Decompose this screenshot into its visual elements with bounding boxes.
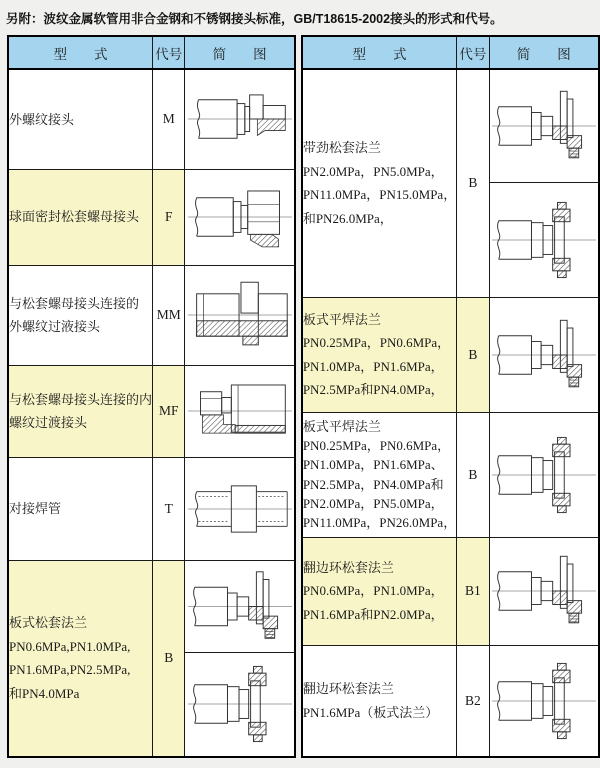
fittings-table-left xyxy=(7,35,296,758)
male-threaded-joint-diagram xyxy=(187,77,293,161)
type-text-line: PN2.5MPa，PN4.0MPa和 xyxy=(302,476,444,492)
type-text-line: 与松套螺母接头连接的 xyxy=(9,295,140,311)
header-row-left xyxy=(8,36,295,69)
type-text-line: 带劲松套法兰 xyxy=(302,140,381,156)
code-cell: F xyxy=(153,169,185,265)
necked-loose-flange-variant-2-diagram xyxy=(491,198,597,282)
table-row xyxy=(302,69,599,297)
diagram-cell xyxy=(489,412,599,537)
type-text-line: PN1.6MPa和PN2.0MPa， xyxy=(302,606,444,622)
diagram-cell xyxy=(489,297,599,412)
diagram-cell xyxy=(185,265,295,365)
header-type: 型 式 xyxy=(8,36,153,69)
header-type: 型 式 xyxy=(302,36,457,69)
diagram-wrapper xyxy=(490,646,598,756)
code-cell: MF xyxy=(153,365,185,457)
code-cell: B xyxy=(457,297,489,412)
diagram-cell xyxy=(489,645,599,757)
diagram-wrapper xyxy=(490,70,598,182)
type-text-line: PN11.0MPa，PN26.0MPa， xyxy=(302,514,457,530)
table-row xyxy=(8,169,295,265)
loose-nut-joint-diagram xyxy=(187,175,293,259)
code-cell: B xyxy=(457,69,489,297)
type-text-line: 对接焊管 xyxy=(9,500,62,516)
type-cell xyxy=(302,412,457,537)
code-cell: B1 xyxy=(457,537,489,645)
code-cell: T xyxy=(153,457,185,560)
type-text-line: 板式平焊法兰 xyxy=(302,418,381,434)
type-text-line: 球面密封松套螺母接头 xyxy=(9,209,140,225)
type-text-line: 和PN4.0MPa xyxy=(9,685,80,701)
diagram-cell xyxy=(185,365,295,457)
fittings-table-right xyxy=(301,35,600,758)
diagram-wrapper xyxy=(490,413,598,536)
type-text-line: 外螺纹接头 xyxy=(9,111,75,127)
type-cell xyxy=(8,365,153,457)
diagram-cell xyxy=(185,457,295,560)
diagram-cell xyxy=(185,169,295,265)
flanged-ring-plate-flange-diagram xyxy=(491,659,597,743)
page-title: 另附：波纹金属软管用非合金钢和不锈钢接头标准，GB/T18615-2002接头的形式和代号。 xyxy=(6,12,503,26)
diagram-stack xyxy=(490,70,598,296)
type-text-line: 翻边环松套法兰 xyxy=(302,559,394,575)
code-cell: B2 xyxy=(457,645,489,757)
type-text-line: PN2.0MPa，PN5.0MPa， xyxy=(302,495,444,511)
type-text-line: 板式平焊法兰 xyxy=(302,311,381,327)
type-cell xyxy=(8,560,153,757)
type-cell xyxy=(302,297,457,412)
type-text-line: PN0.6MPa，PN1.0MPa， xyxy=(302,583,444,599)
type-cell xyxy=(8,69,153,169)
code-cell: B xyxy=(457,412,489,537)
type-cell xyxy=(8,169,153,265)
type-cell xyxy=(8,457,153,560)
type-cell xyxy=(8,265,153,365)
table-row xyxy=(8,69,295,169)
type-text-line: PN1.0MPa，PN1.6MPa、 xyxy=(302,457,444,473)
diagram-wrapper xyxy=(185,366,293,456)
diagram-wrapper xyxy=(185,652,293,756)
header-code: 代号 xyxy=(153,36,185,69)
diagram-wrapper xyxy=(185,561,293,652)
type-text-line: 与松套螺母接头连接的内 xyxy=(9,391,153,407)
diagram-wrapper xyxy=(185,458,293,559)
plate-weld-flange-alt-diagram xyxy=(491,433,597,517)
type-cell xyxy=(302,69,457,297)
type-text-line: PN0.25MPa，PN0.6MPa， xyxy=(302,438,451,454)
male-nipple-diagram xyxy=(187,273,293,357)
plate-weld-flange-diagram xyxy=(491,313,597,397)
diagram-wrapper xyxy=(490,182,598,296)
diagram-stack xyxy=(185,561,293,756)
type-text-line: PN1.6MPa（板式法兰） xyxy=(302,704,439,720)
diagram-cell xyxy=(489,537,599,645)
header-diagram: 简 图 xyxy=(489,36,599,69)
diagram-wrapper xyxy=(490,298,598,411)
female-adapter-diagram xyxy=(187,371,293,451)
butt-weld-pipe-diagram xyxy=(187,467,293,551)
type-text-line: PN2.0MPa，PN5.0MPa， xyxy=(302,163,444,179)
type-text-line: PN0.6MPa,PN1.0MPa, xyxy=(9,638,131,654)
table-row xyxy=(302,645,599,757)
table-row xyxy=(8,365,295,457)
diagram-wrapper xyxy=(185,170,293,264)
header-code: 代号 xyxy=(457,36,489,69)
table-row xyxy=(302,412,599,537)
type-text-line: PN0.25MPa，PN0.6MPa， xyxy=(302,335,451,351)
type-cell xyxy=(302,537,457,645)
loose-plate-flange-variant-2-diagram xyxy=(187,662,293,746)
table-row xyxy=(8,265,295,365)
type-text-line: PN1.6MPa,PN2.5MPa, xyxy=(9,662,131,678)
diagram-wrapper xyxy=(490,538,598,644)
diagram-cell xyxy=(489,69,599,297)
type-text-line: 翻边环松套法兰 xyxy=(302,681,394,697)
diagram-wrapper xyxy=(185,70,293,168)
code-cell: MM xyxy=(153,265,185,365)
type-text-line: 板式松套法兰 xyxy=(9,615,88,631)
type-text-line: PN1.0MPa，PN1.6MPa， xyxy=(302,358,444,374)
table-row xyxy=(302,297,599,412)
necked-loose-flange-variant-1-diagram xyxy=(491,84,597,168)
loose-plate-flange-variant-1-diagram xyxy=(187,566,293,647)
diagram-cell xyxy=(185,69,295,169)
table-row xyxy=(8,457,295,560)
type-text-line: 螺纹过渡接头 xyxy=(9,415,88,430)
table-row xyxy=(302,537,599,645)
diagram-wrapper xyxy=(185,266,293,364)
type-text-line: PN2.5MPa和PN4.0MPa， xyxy=(302,381,444,397)
type-text-line: PN11.0MPa，PN15.0MPa， xyxy=(302,187,457,203)
type-text-line: 外螺纹过液接头 xyxy=(9,319,101,334)
flanged-ring-loose-flange-diagram xyxy=(491,549,597,633)
header-row-right xyxy=(302,36,599,69)
code-cell: B xyxy=(153,560,185,757)
table-row xyxy=(8,560,295,757)
diagram-cell xyxy=(185,560,295,757)
code-cell: M xyxy=(153,69,185,169)
header-diagram: 简 图 xyxy=(185,36,295,69)
fittings-tables-container xyxy=(0,35,600,758)
type-text-line: 和PN26.0MPa， xyxy=(302,210,393,226)
type-cell xyxy=(302,645,457,757)
